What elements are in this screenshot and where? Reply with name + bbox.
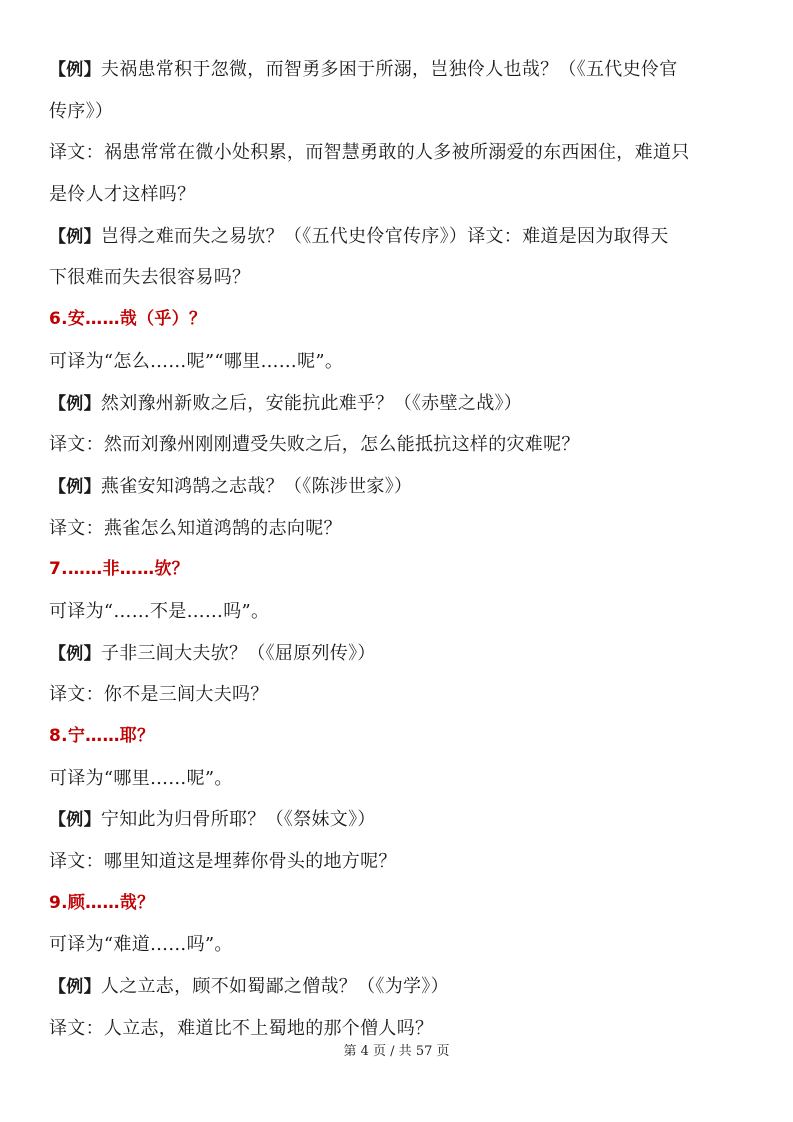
example-tag: 【例】 <box>49 393 101 414</box>
example-line <box>49 633 749 675</box>
example-line <box>49 466 749 508</box>
example-tag: 【例】 <box>49 226 101 247</box>
explanation-line: 可译为“怎么……呢”“哪里……呢”。 <box>49 350 344 372</box>
example-text: 燕雀安知鸿鹄之志哉？（《陈涉世家》） <box>100 475 413 497</box>
example-text: 宁知此为归骨所耶？（《祭妹文》） <box>100 809 376 831</box>
text-line: 下很难而失去很容易吗？ <box>49 267 251 289</box>
section-heading: 7.……非……欤？ <box>49 559 189 580</box>
example-text: 岂得之难而失之易欤？（《五代史伶官传序》）译文：难道是因为取得天 <box>100 225 669 247</box>
explanation-line: 可译为“难道……吗”。 <box>49 934 233 956</box>
section-heading: 9.顾……哉？ <box>49 892 155 913</box>
translation-line: 译文：你不是三闾大夫吗？ <box>49 684 269 706</box>
section-heading: 6.安……哉（乎）？ <box>49 309 207 330</box>
example-line <box>49 799 749 841</box>
example-text: 夫祸患常积于忽微，而智勇多困于所溺，岂独伶人也哉？（《五代史伶官 <box>100 59 678 80</box>
example-line <box>49 383 749 425</box>
example-line <box>49 216 749 258</box>
text-line: 是伶人才这样吗？ <box>49 184 196 206</box>
translation-line: 译文：燕雀怎么知道鸿鹄的志向呢？ <box>49 517 342 539</box>
example-text: 子非三闾大夫欤？（《屈原列传》） <box>100 642 376 664</box>
example-tag: 【例】 <box>49 977 101 998</box>
translation-line: 译文：然而刘豫州刚刚遭受失败之后，怎么能抵抗这样的灾难呢？ <box>49 434 580 456</box>
translation-line: 译文：祸患常常在微小处积累，而智慧勇敢的人多被所溺爱的东西困住，难道只 <box>49 142 690 164</box>
example-line <box>49 49 749 91</box>
example-text: 然刘豫州新败之后，安能抗此难乎？（《赤壁之战》） <box>100 392 523 414</box>
example-text: 人之立志，顾不如蜀鄙之僧哉？（《为学》） <box>100 976 449 998</box>
section-heading: 8.宁……耶？ <box>49 726 155 746</box>
explanation-line: 可译为“……不是……吗”。 <box>49 600 270 622</box>
example-line <box>49 966 749 1008</box>
document-body <box>49 49 749 1050</box>
example-tag: 【例】 <box>49 643 101 664</box>
page-footer: 第 4 页 / 共 57 页 <box>343 1044 450 1059</box>
example-tag: 【例】 <box>49 476 101 497</box>
translation-line: 译文：哪里知道这是埋葬你骨头的地方呢？ <box>49 851 397 873</box>
example-tag: 【例】 <box>49 810 101 831</box>
example-tag: 【例】 <box>49 60 101 80</box>
explanation-line: 可译为“哪里……呢”。 <box>49 767 233 789</box>
text-line: 传序》） <box>49 100 114 122</box>
translation-line: 译文：人立志，难道比不上蜀地的那个僧人吗？ <box>49 1017 434 1039</box>
